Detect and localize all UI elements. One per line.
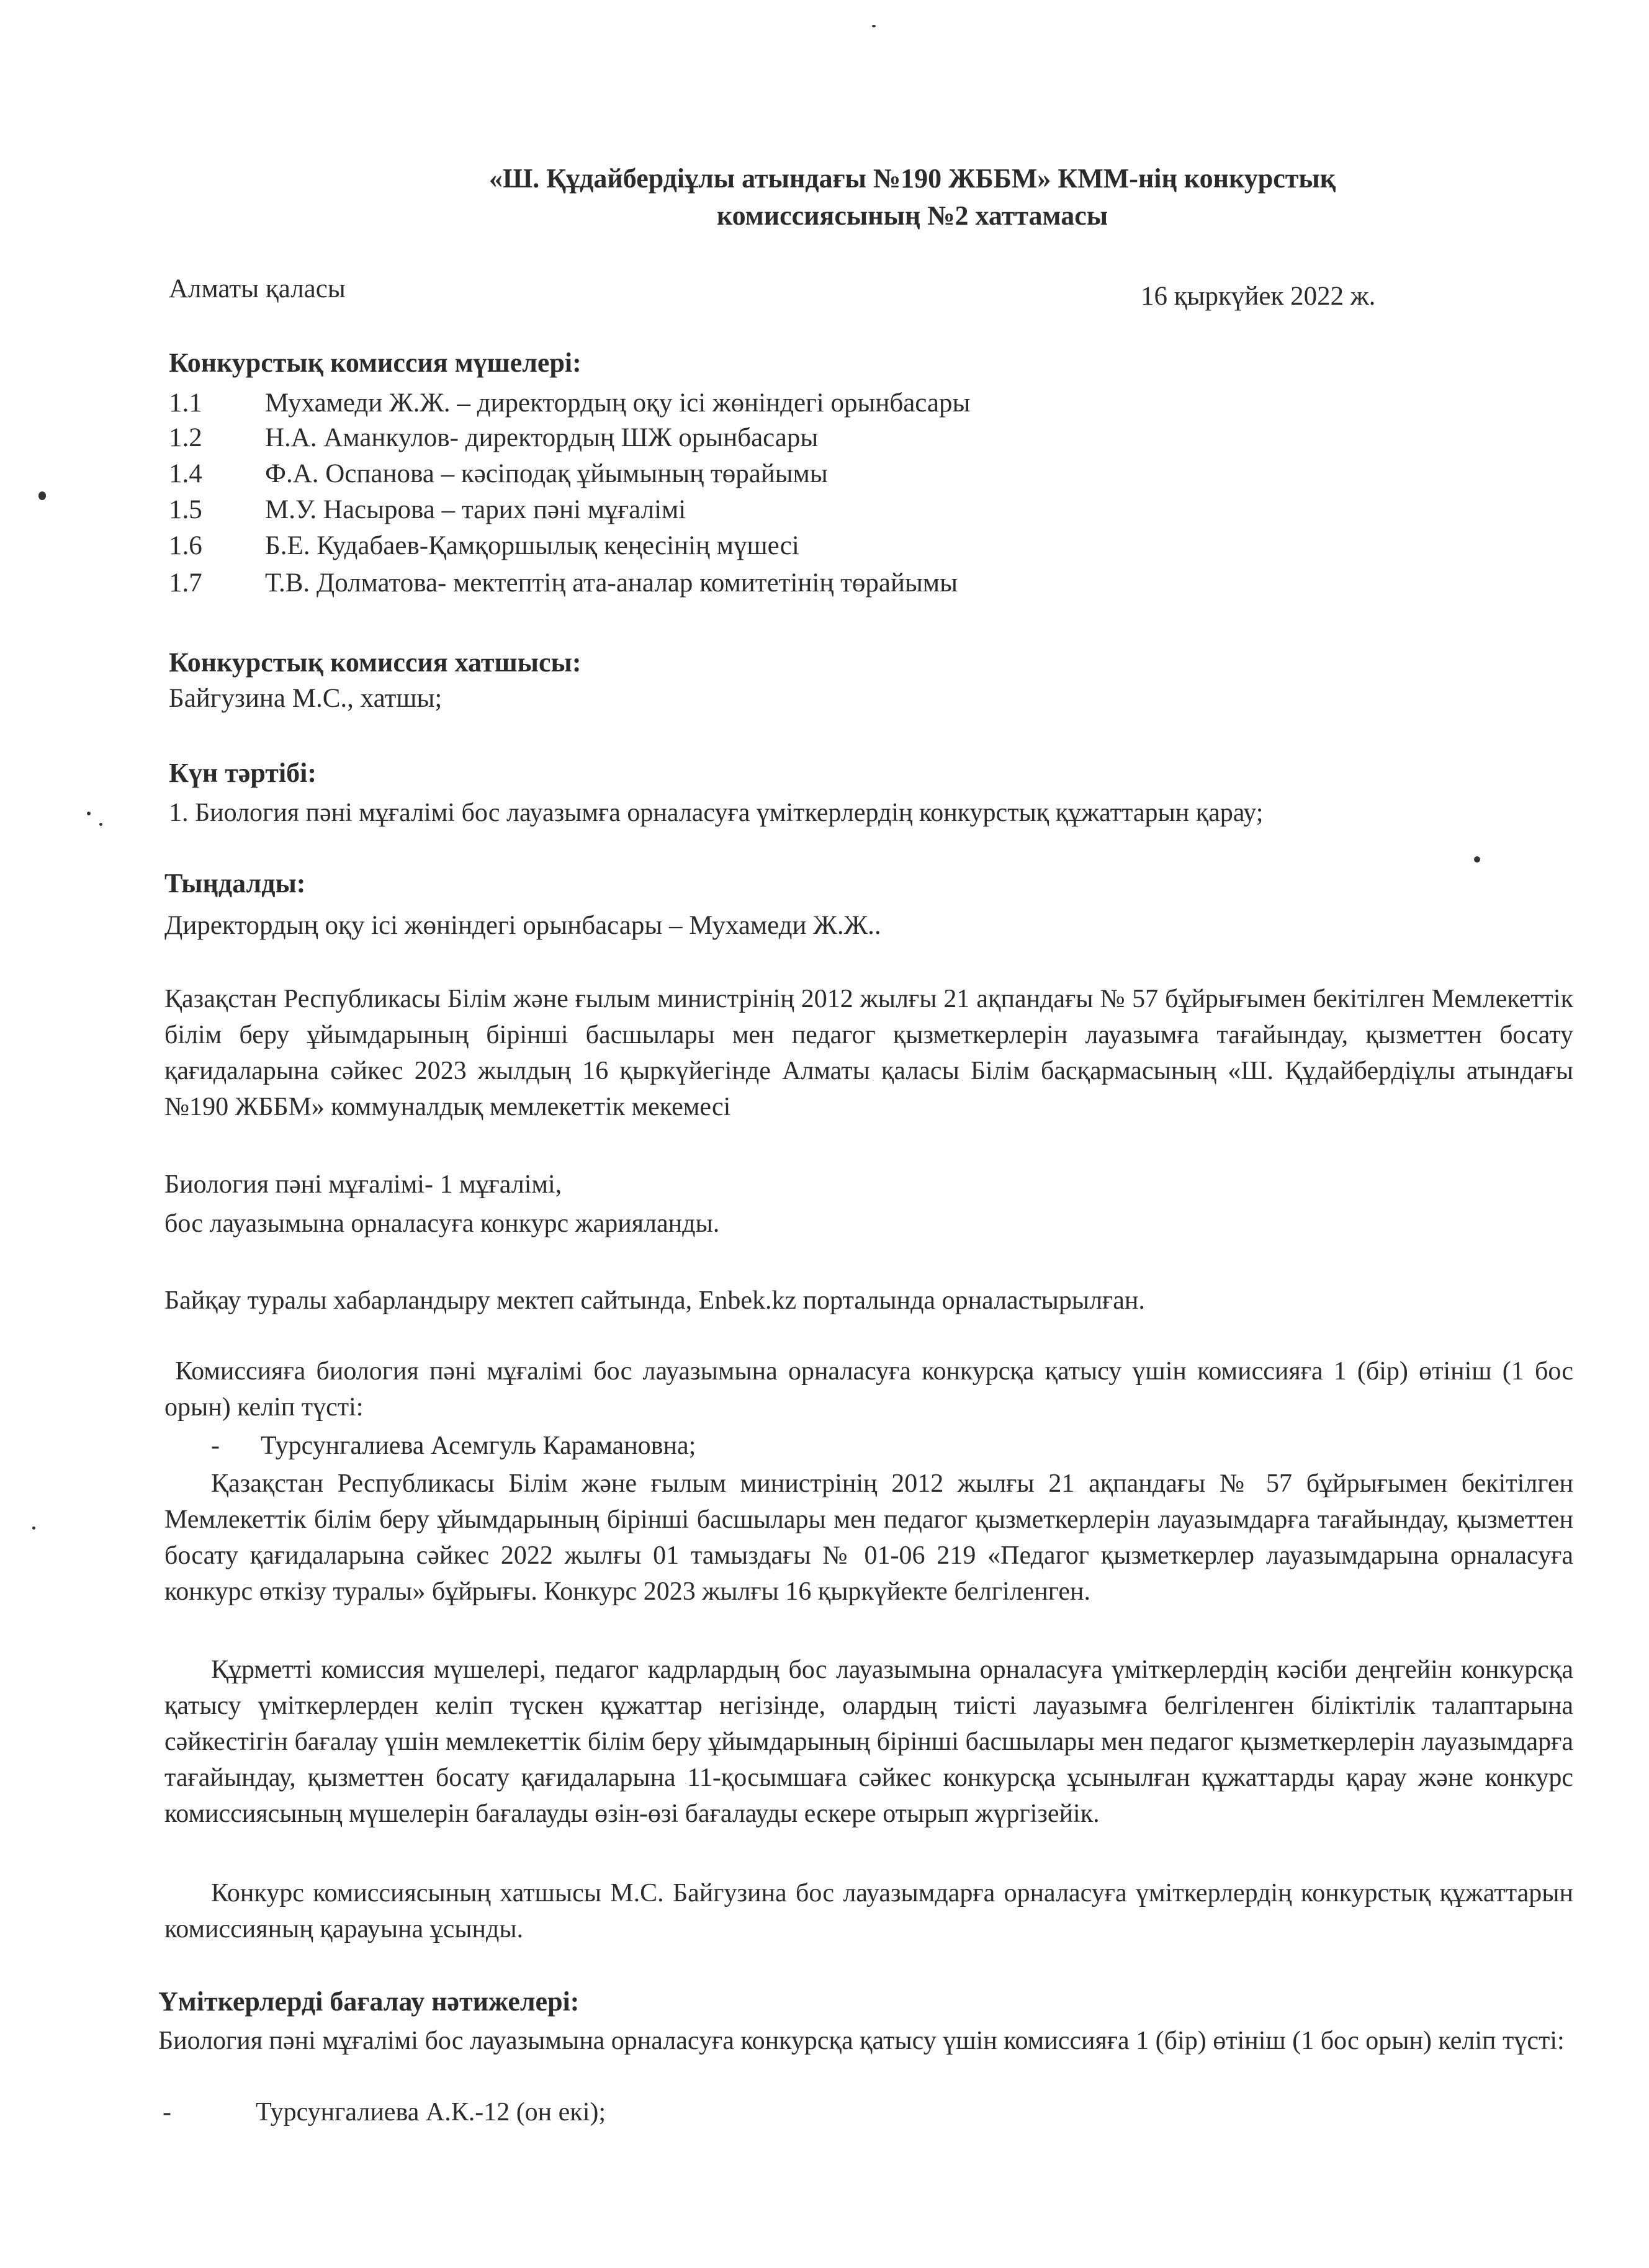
member-item bbox=[169, 566, 958, 601]
member-number: 1.4 bbox=[169, 459, 202, 488]
paragraph-order: Қазақстан Республикасы Білім және ғылым министрінің 2012 жылғы 21 ақпандағы № 57 бұйрығымен бекітілген Мемлекеттік білім беру ұйымдарының бірінші басшылары мен педагог қызметкерлерін лауазымдарға тағайындау, қызметтен босату қағидаларына сәйкес 2022 жылғы 01 тамыздағы № 01-06 219 «Педагог қызметкерлер лауазымдарына орналасуға конкурс өткізу туралы» бұйрығы. Конкурс 2023 жылғы 16 қыркүйекте белгіленген. bbox=[164, 1469, 1573, 1606]
secretary-heading: Конкурстық комиссия хатшысы: bbox=[169, 647, 582, 678]
member-text: Б.Е. Кудабаев-Қамқоршылық кеңесінің мүшесі bbox=[265, 531, 799, 560]
paragraph-notice: Байқау туралы хабарландыру мектеп сайтында, Enbek.kz порталында орналастырылған. bbox=[164, 1286, 1145, 1315]
member-number: 1.1 bbox=[169, 388, 202, 418]
member-text: Мухамеди Ж.Ж. – директордың оқу ісі жөніндегі орынбасары bbox=[265, 388, 971, 418]
list-dash: - bbox=[211, 1432, 220, 1460]
member-item bbox=[169, 421, 818, 455]
scan-speck bbox=[38, 491, 46, 500]
paragraph-position: Биология пәні мұғалімі- 1 мұғалімі, bbox=[164, 1170, 562, 1199]
member-text: М.У. Насырова – тарих пәні мұғалімі bbox=[265, 495, 686, 524]
scan-speck bbox=[99, 823, 102, 826]
paragraph-secretary: Конкурс комиссиясының хатшысы М.С. Байгузина бос лауазымдарға орналасуға үміткерлердің конкурстық құжаттарын комиссияның қарауына ұсынды. bbox=[164, 1879, 1573, 1943]
applicant-name: Турсунгалиева Асемгуль Карамановна; bbox=[261, 1432, 696, 1460]
scan-speck bbox=[87, 812, 91, 815]
candidate-score: Турсунгалиева А.К.-12 (он екі); bbox=[256, 2098, 606, 2127]
agenda-item: 1. Биология пәні мұғалімі бос лауазымға орналасуға үміткерлердің конкурстық құжаттарын қарау; bbox=[169, 799, 1264, 827]
member-number: 1.2 bbox=[169, 423, 202, 452]
member-number: 1.5 bbox=[169, 495, 202, 524]
results-text: Биология пәні мұғалімі бос лауазымына орналасуға конкурсқа қатысу үшін комиссияға 1 (бір) өтініш (1 бос орын) келіп түсті: bbox=[158, 2027, 1565, 2055]
scan-speck bbox=[872, 25, 876, 27]
member-item bbox=[169, 493, 686, 527]
document-title bbox=[348, 160, 1477, 235]
scan-speck bbox=[32, 1526, 35, 1530]
agenda-heading: Күн тәртібі: bbox=[169, 758, 317, 788]
heard-heading: Тыңдалды: bbox=[164, 868, 306, 899]
heard-text: Директордың оқу ісі жөніндегі орынбасары – Мухамеди Ж.Ж.. bbox=[164, 911, 881, 940]
members-heading: Конкурстық комиссия мүшелері: bbox=[169, 347, 582, 378]
paragraph-applications: Комиссияға биология пәні мұғалімі бос лауазымына орналасуға конкурсқа қатысу үшін комиссияға 1 (бір) өтініш (1 бос орын) келіп түсті: bbox=[164, 1357, 1580, 1422]
scan-speck bbox=[1474, 856, 1480, 863]
results-heading: Үміткерлерді бағалау нәтижелері: bbox=[158, 1986, 580, 2017]
secretary-text: Байгузина М.С., хатшы; bbox=[169, 684, 443, 713]
paragraph-competition: бос лауазымына орналасуға конкурс жарияланды. bbox=[164, 1209, 720, 1238]
list-dash: - bbox=[163, 2098, 171, 2127]
member-item bbox=[169, 457, 828, 491]
member-item bbox=[169, 529, 799, 563]
paragraph-evaluation: Құрметті комиссия мүшелері, педагог кадрлардың бос лауазымына орналасуға үміткерлердің кәсіби деңгейін конкурсқа қатысу үміткерлерден келіп түскен құжаттар негізінде, олардың тиісті лауазымға белгіленген біліктілік талаптарына сәйкестігін бағалау үшін мемлекеттік білім беру ұйымдарының бірінші басшылары мен педагог қызметкерлерін лауазымдарға тағайындау, қызметтен босату қағидаларына 11-қосымшаға сәйкес конкурсқа ұсынылған құжаттарды қарау және конкурс комиссиясының мүшелерін бағалауды өзін-өзі бағалауды ескере отырып жүргізейік. bbox=[164, 1656, 1573, 1828]
member-number: 1.6 bbox=[169, 531, 202, 560]
member-text: Н.А. Аманкулов- директордың ШЖ орынбасары bbox=[265, 423, 819, 452]
title-line-1: «Ш. Құдайбердіұлы атындағы №190 ЖББМ» КММ-нің конкурстық bbox=[488, 163, 1336, 194]
paragraph-announcement: Қазақстан Республикасы Білім және ғылым министрінің 2012 жылғы 21 ақпандағы № 57 бұйрығымен бекітілген Мемлекеттік білім беру ұйымдарының бірінші басшылары мен педагог қызметкерлерін лауазымға тағайындау, қызметтен босату қағидаларына сәйкес 2023 жылдың 16 қыркүйегінде Алматы қаласы Білім басқармасының «Ш. Құдайбердіұлы атындағы №190 ЖББМ» коммуналдық мемлекеттік мекемесі bbox=[164, 985, 1573, 1121]
member-text: Ф.А. Оспанова – кәсіподақ ұйымының төрайымы bbox=[265, 459, 828, 488]
date: 16 қыркүйек 2022 ж. bbox=[1141, 282, 1376, 311]
member-text: Т.В. Долматова- мектептің ата-аналар комитетінің төрайымы bbox=[265, 568, 958, 598]
place: Алматы қаласы bbox=[169, 274, 346, 303]
member-item bbox=[169, 386, 970, 421]
title-line-2: комиссиясының №2 хаттамасы bbox=[716, 200, 1108, 231]
member-number: 1.7 bbox=[169, 568, 202, 598]
